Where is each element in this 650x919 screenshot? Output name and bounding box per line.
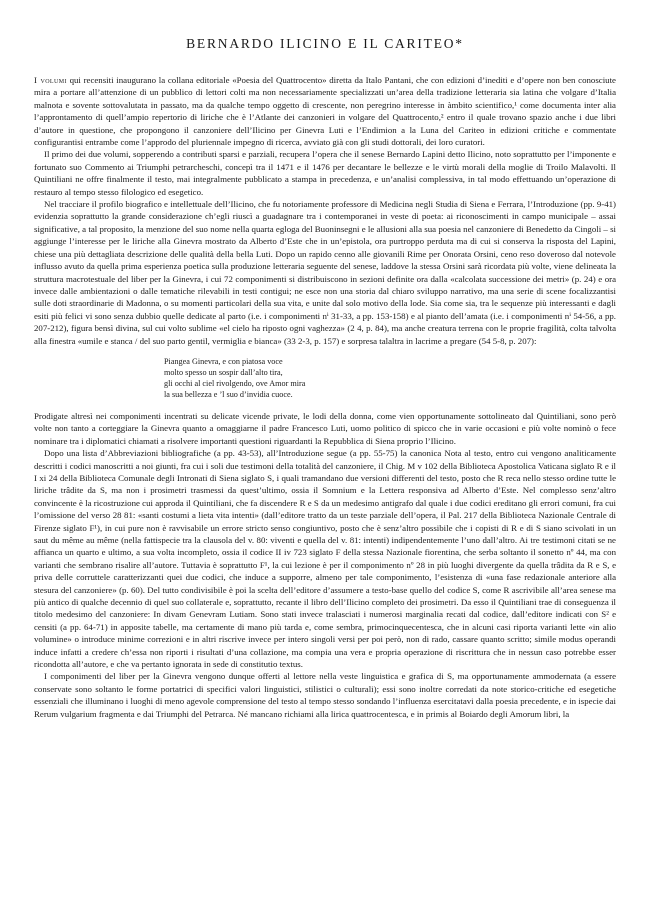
article-title: BERNARDO ILICINO E IL CARITEO*	[186, 36, 464, 51]
paragraph-1-text: qui recensiti inaugurano la collana editoriale «Poesia del Quattrocento» diretta da Italo Pantani, che con edizioni d’inediti e d’opere non ben conosciute mira a portare all’attenzione di un pubblico di lettori colti ma non necessariamente specializzati un’area della tradizione letteraria sia latina che volgare d’Italia malnota e sovente sottovalutata in passato, ma da qualche tempo oggetto di crescente, non peregrino interesse in àmbito scientifico,¹ come documenta inter alia l’approntamento di quell’ampio repertorio di liriche che è l’Atlante dei canzonieri in volgare del Quattrocento,² entro il quale trovano spazio anche i due libri d’autore in questione, che propongono il canzoniere dell’Ilicino per Ginevra Luti e l’Endimion a la Luna del Cariteo in edizioni critiche e commentate configurantisi entrambe come l’approdo del pluriennale impegno di ricerca, avviato già con gli studi dottorali, dei loro curatori.	[34, 75, 616, 148]
verse-line: gli occhi al ciel rivolgendo, ove Amor mira	[164, 378, 306, 388]
paragraph-2: Il primo dei due volumi, sopperendo a contributi sparsi e parziali, recupera l’opera che il senese Bernardo Lapini detto Ilicino, noto soprattutto per l’imponente e fortunato suo Commento ai Triumphi petrarcheschi, concepì tra il 1471 e il 1476 per decantare le bellezze e le virtù morali della moglie di Troilo Malavolti. Il Quintiliani ne offre finalmente il testo, mai integralmente pubblicato a stampa in precedenza, e un’analisi complessiva, in tal modo effettuando un’operazione di restauro al tempo stesso filologico ed esegetico.	[34, 149, 616, 197]
verse-line: molto spesso un sospir dall’alto tira,	[164, 367, 283, 377]
paragraph-5: Dopo una lista d’Abbreviazioni bibliografiche (a pp. 43-53), all’Introduzione segue (a pp. 55-75) la canonica Nota al testo, entro cui vengono analiticamente descritti i codici manoscritti a noi giunti, fra cui i soli due testimoni della totalità del canzoniere, il Chig. M v 102 della Biblioteca Apostolica Vaticana siglato R e il I xi 24 della Biblioteca Comunale degli Intronati di Siena siglato S, i quali tramandano due versioni differenti del testo, posto che R reca nello stesso ordine tutte le liriche trâdite da S, ma non i prosimetri trasmessi da quest’ultimo, ossia il Somnium e la Lettera responsiva ad Alberto d’Este. Nel complesso senz’altro convincente è la ricostruzione cui approda il Quintiliani, che fa discendere R e S da un medesimo antigrafo dal quale i due codici ereditano gli errori comuni, fra cui l’omissione del verso 28 81: «santi costumi a lieta vita intenti» (dall’editore tratto da un teste parziale dell’opera, il Pal. 217 della Biblioteca Nazionale Centrale di Firenze siglato F¹), in cui pure non è ravvisabile un errore stricto senso congiuntivo, posto che è senz’altro possibile che i copisti di R e di S siano scivolati in un saut du même au même (nella fattispecie tra la clausola del v. 80: viventi e quella del v. 81: intenti) indipendentemente l’uno dall’altro. Ai tre testimoni citati se ne affianca un quarto e ultimo, a sua volta incompleto, ossia il codice II iv 723 siglato F della stessa Nazionale fiorentina, che serba soltanto il sonetto nº 44, ma con varianti che sembrano risalire all’autore. Tuttavia è soprattutto F¹, la cui lezione è per il componimento nº 28 in più luoghi divergente da quella trâdita da R e S, e priva delle corruttele caratterizzanti quei due codici, che induce a supporre, almeno per tale componimento, l’esistenza di «una fase redazionale anteriore alla stesura del canzoniere» (p. 60). Del tutto condivisibile è poi la scelta dell’editore d’assumere a testo-base quello del codice S, come R ascrivibile all’area senese ma più antico di qualche decennio di quel suo collaterale e, soprattutto, recante il libro dell’Ilicino completo dei prosimetri. Da esso il Quintiliani trae di conseguenza il titolo medesimo del canzoniere: In divam Genevram Lutiam. Sono stati invece tralasciati i numerosi marginalia recati dal codice, dall’editore indicati con S² e censiti (a pp. 64-71) in apposite tabelle, ma certamente di mano più tarda e, come sembra, primocinquecentesca, che in alcuni casi riporta varianti lette «in alio volumine» o introduce minime correzioni e in altri riscrive invece per intero singoli versi per poi però, non di rado, cassare quanto scritto; simile modus operandi induce infatti a credere ch’essa non riporti i risultati d’una collazione, ma compia una vera e propria operazione di riscrittura che in nessun caso potrebbe esser ricondotta all’autore, e che va pertanto ignorata in sede di constitutio textus.	[34, 448, 616, 670]
verse-line: la sua bellezza e ’l suo d’invidia cuoce.	[164, 389, 293, 399]
verse-line: Piangea Ginevra, e con piatosa voce	[164, 356, 283, 366]
verse-quotation	[164, 356, 616, 400]
opening-words: I volumi	[34, 75, 67, 85]
paragraph-4: Prodigate altresì nei componimenti incentrati su delicate vicende private, le lodi della donna, come vien opportunamente sottolineato dal Quintiliani, sono però volte non tanto a corteggiare la Ginevra quanto a omaggiarne il padre Francesco Luti, uomo politico di spicco che in varie occasioni e più volte nominò o fece nominare tra i diplomatici chiamati a risolvere importanti questioni riguardanti la Repubblica di Siena proprio l’Ilicino.	[34, 410, 616, 446]
paragraph-3: Nel tracciare il profilo biografico e intellettuale dell’Ilicino, che fu notoriamente professore di Medicina negli Studia di Siena e Ferrara, l’Introduzione (pp. 9-41) evidenzia soprattutto la grande considerazione ch’egli riuscì a guadagnare tra i contemporanei in veste di poeta: ai riconoscimenti in campo municipale – assai significative, a tal proposito, la menzione del suo nome nella quarta egloga del Buoninsegni e le allusioni alla sua poesia nel canzoniere di Benedetto da Cingoli – si aggiunge l’interesse per le liriche alla Ginevra mostrato da Alberto d’Este che in un’epistola, ora purtroppo perduta ma di cui si conserva la risposta del Lapini, chiese una più dettagliata descrizione delle qualità della bella Luti. Dopo un rapido cenno alle giovanili Rime per Onorata Orsini, ceno reso doveroso dal notevole influsso avuto da quella prima esperienza poetica sulla produzione letteraria seguente del senese, laddove la stessa Orsini sarà ricordata più volte, viene delineata la struttura macrotestuale del liber per la Ginevra, i cui 72 componimenti si distribuiscono in sezioni definite ora dalla «calcolata successione dei metri» (p. 24) e ora invece dalle ambientazioni o dalle tematiche rilevabili in testi contigui; ne esce non una storia dal chiaro sviluppo narrativo, ma una serie di scene focalizzantisi sulle doti straordinarie di Madonna, o su momenti particolari della sua vita, e unite dal solo motivo della lode. Sia come sia, tra le sequenze più interessanti e dagli esiti più felici vi sono senza dubbio quelle dedicate al parto (i.e. i componimenti nⁱ 31-33, a pp. 153-158) e al pianto dell’amata (i.e. i componimenti nⁱ 54-56, a pp. 207-212), figura bensì divina, sul cui volto sublime «el cielo ha riposto ogni vaghezza» (2 4, p. 84), ma anche creatura terrena con le proprie fragilità, colta talvolta alla finestra «umile e stanca / del suo parto gentil, vermiglia e bianca» (33 2-3, p. 157) e sorpresa talaltra in lacrime a pregare (54 5-8, p. 207):	[34, 199, 616, 346]
paragraph-6: I componimenti del liber per la Ginevra vengono dunque offerti al lettore nella veste linguistica e grafica di S, ma opportunamente ammodernata (a essere conservate sono soltanto le forme portatrici di specifici valori linguistici, stilistici o culturali); essi sono inoltre corredati da note storico-critiche ed esegetiche essenziali che illuminano i luoghi di meno agevole comprensione del testo al tempo stesso sondando l’influenza esercitatavi dalla poesia precedente, e in ispecie dai Rerum vulgarium fragmenta e dai Triumphi del Petrarca. Né mancano richiami alla lirica quattrocentesca, e in primis al Boiardo degli Amorum libri, la	[34, 671, 616, 719]
paragraph-1	[34, 74, 616, 148]
